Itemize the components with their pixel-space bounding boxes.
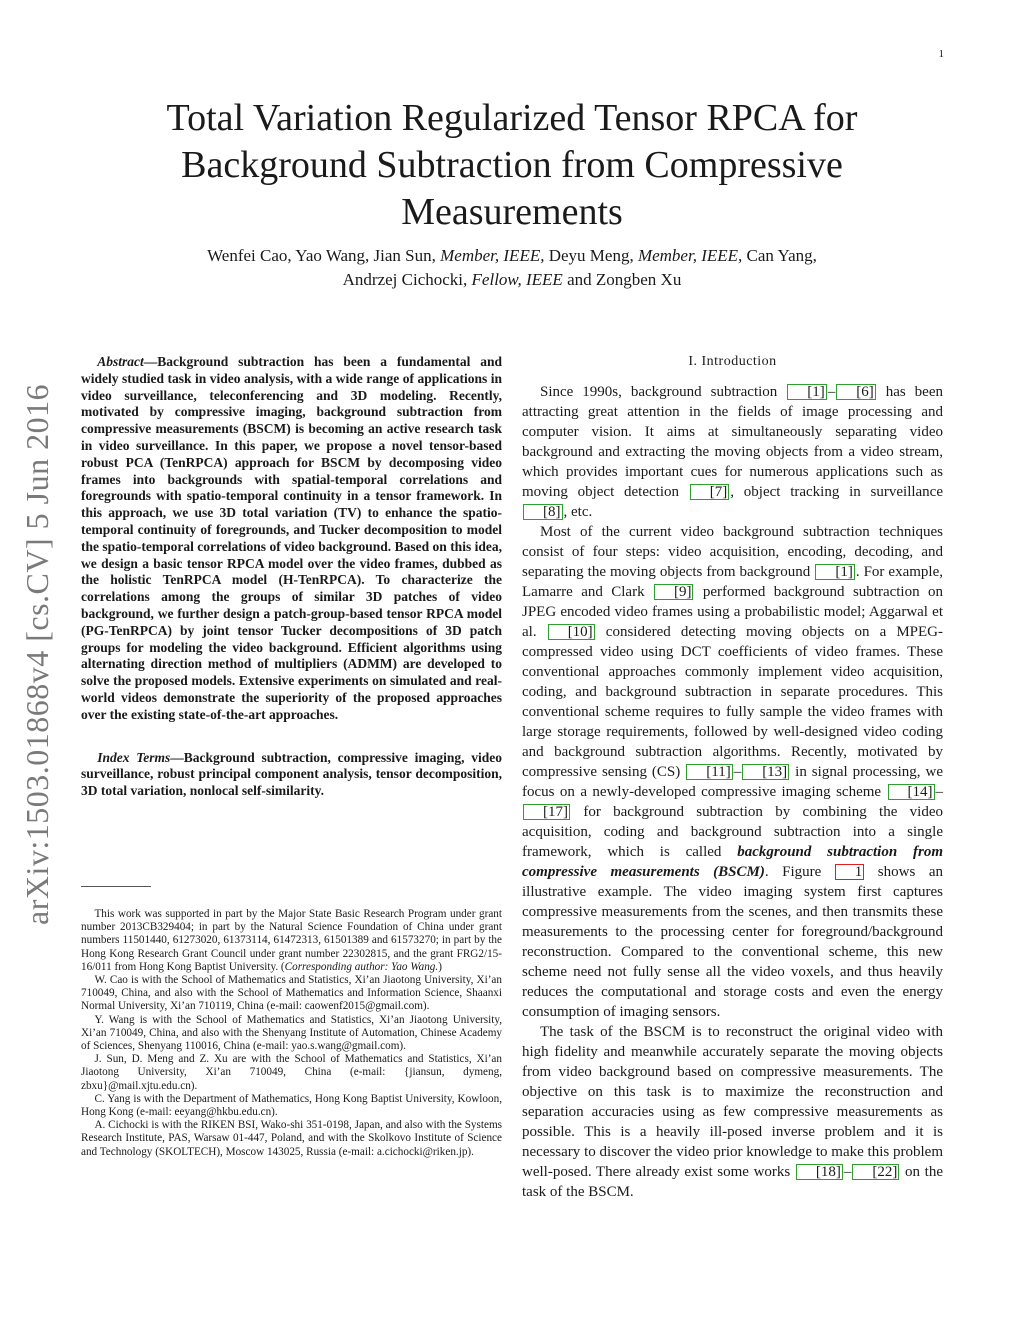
body-text: –	[733, 764, 742, 780]
footnote-text: )	[438, 960, 442, 973]
citation-link[interactable]: [14]	[888, 784, 935, 800]
body-text: for background subtraction by combining the video acquisition, coding and background subtraction into a single framework, which is called	[522, 804, 943, 860]
emphasized-term: background subtraction from compressive measurements (BSCM)	[522, 844, 943, 880]
author-affiliation: Member, IEEE,	[637, 246, 743, 265]
footnote-text: This work was supported in part by the Major State Basic Research Program under grant number 2013CB329404; in part by the Natural Science Foundation of China under grant numbers 11501440, 61273020, 61373114, 61472313, 61501389 and 61573270; in part by the Hong Kong Research Grant Council under grant number 22302815, and the grant FRG2/15-16/011 from Hong Kong Baptist University. (	[81, 908, 502, 973]
footnote-funding	[81, 908, 502, 974]
footnotes	[81, 908, 502, 1159]
intro-paragraph-3	[522, 1022, 943, 1202]
citation-link[interactable]: [9]	[654, 584, 694, 600]
footnote-divider	[81, 886, 151, 887]
author-list	[112, 244, 912, 292]
body-text: Since 1990s, background subtraction	[540, 384, 787, 400]
body-text: Most of the current video background subtraction techniques consist of four steps: video acquisition, encoding, decoding, and separating the moving objects from background	[522, 524, 943, 580]
citation-link[interactable]: [1]	[815, 564, 855, 580]
author-affiliation: Member, IEEE,	[440, 246, 545, 265]
body-text: in signal processing, we focus on a newly-developed compressive imaging scheme	[522, 764, 943, 800]
body-text: . Figure	[764, 864, 835, 880]
corresponding-author: Corresponding author: Yao Wang.	[284, 960, 439, 973]
body-text: on the task of the BSCM.	[522, 1164, 944, 1200]
footnote-affiliation: J. Sun, D. Meng and Z. Xu are with the School of Mathematics and Statistics, Xi’an Jiaotong University, Xi’an 710049, China (e-mail: {jiansun, dymeng, zbxu}@mail.xjtu.edu.cn).	[81, 1053, 502, 1092]
body-text: has been attracting great attention in the fields of image processing and computer vision. It aims at simultaneously separating video background and extracting the moving objects from a video stream, which provides important cues for numerous applications such as moving object detection	[522, 384, 943, 500]
body-text: –	[827, 384, 836, 400]
citation-link[interactable]: [10]	[548, 624, 595, 640]
citation-link[interactable]: [22]	[852, 1164, 899, 1180]
body-text: The task of the BSCM is to reconstruct the original video with high fidelity and meanwhile accurately separate the moving objects from video background based on compressive measurements. The objective on this task is to maximize the reconstruction and separation accuracies using as few compressive measurements as possible. This is a heavily ill-posed inverse problem and it is necessary to discover the video prior knowledge to make this problem well-posed. There already exist some works	[522, 1024, 943, 1180]
body-text: considered detecting moving objects on a MPEG-compressed video using DCT coefficients of video frames. These conventional approaches commonly implement video acquisition, coding, and background subtraction in separate procedures. This conventional scheme requires to fully sample the video frames with large storage requirements, followed by well-designed video coding and background subtraction algorithms. Recently, motivated by compressive sensing (CS)	[522, 624, 943, 780]
body-text: , object tracking in surveillance	[730, 484, 943, 500]
footnote-affiliation: C. Yang is with the Department of Mathematics, Hong Kong Baptist University, Kowloon, Hong Kong (e-mail: eeyang@hkbu.edu.cn).	[81, 1092, 502, 1119]
citation-link[interactable]: [7]	[690, 484, 730, 500]
intro-paragraph-2	[522, 522, 943, 1022]
body-text: performed background subtraction on JPEG encoded video frames using a probabilistic model; Aggarwal et al.	[522, 584, 943, 640]
body-text: –	[843, 1164, 852, 1180]
footnote-affiliation: A. Cichocki is with the RIKEN BSI, Wako-shi 351-0198, Japan, and also with the Systems Research Institute, PAS, Warsaw 01-447, Poland, and with the Skolkovo Institute of Science and Technology (SKOLTECH), Moscow 143025, Russia (e-mail: a.cichocki@riken.jp).	[81, 1119, 502, 1158]
citation-link[interactable]: [18]	[796, 1164, 843, 1180]
citation-link[interactable]: [1]	[787, 384, 827, 400]
authors-text: Andrzej Cichocki,	[342, 270, 468, 289]
abstract-text: —Background subtraction has been a fundamental and widely studied task in video analysis, with a wide range of applications in video surveillance, teleconferencing and 3D modeling. Recently, motivated by compressive imaging, background subtraction from compressive measurements (BSCM) is becoming an active research task in video surveillance. In this paper, we propose a novel tensor-based robust PCA (TenRPCA) approach for BSCM by decomposing video frames into backgrounds with spatial-temporal correlations and foregrounds with spatio-temporal continuity in a tensor framework. In this approach, we use 3D total variation (TV) to enhance the spatio-temporal continuity of foregrounds, and Tucker decomposition to model the spatio-temporal correlations of video background. Based on this idea, we design a basic tensor RPCA model over the video frames, dubbed as the holistic TenRPCA model (H-TenRPCA). To characterize the correlations among the groups of similar 3D patches of video background, we further design a patch-group-based tensor RPCA model (PG-TenRPCA) by joint tensor Tucker decompositions of 3D patch groups for modeling the video background. Efficient algorithms using alternating direction method of multipliers (ADMM) are developed to solve the proposed models. Extensive experiments on simulated and real-world videos demonstrate the superiority of the proposed approaches over the existing state-of-the-art approaches.	[81, 354, 502, 722]
citation-link[interactable]: [17]	[523, 804, 570, 820]
authors-text: Deyu Meng,	[548, 246, 634, 265]
citation-link[interactable]: [11]	[686, 764, 732, 780]
footnote-affiliation: W. Cao is with the School of Mathematics and Statistics, Xi’an Jiaotong University, Xi’an 710049, China, and also with the School of Mathematics and Information Science, Shaanxi Normal University, Xi’an 710119, China (e-mail: caowenf2015@gmail.com).	[81, 974, 502, 1013]
body-text: shows an illustrative example. The video imaging system first captures compressive measurements from the scenes, and then transmits these measurements to the processing center for foreground/background reconstruction. Compared to the conventional scheme, this new scheme need not fully sense all the video voxels, and thus heavily reduces the computational and storage costs and even the energy consumption of imaging sensors.	[522, 864, 943, 1020]
body-text: , etc.	[563, 504, 593, 520]
authors-text: and Zongben Xu	[567, 270, 682, 289]
body-text: –	[935, 784, 943, 800]
abstract	[81, 354, 502, 724]
arxiv-identifier: arXiv:1503.01868v4 [cs.CV] 5 Jun 2016	[19, 383, 55, 925]
authors-text: Wenfei Cao, Yao Wang, Jian Sun,	[207, 246, 436, 265]
left-column	[81, 354, 502, 800]
citation-link[interactable]: [13]	[742, 764, 789, 780]
figure-link[interactable]: 1	[835, 864, 865, 880]
section-heading: I. Introduction	[688, 354, 777, 369]
index-terms-label: Index Terms	[97, 749, 171, 765]
citation-link[interactable]: [8]	[523, 504, 563, 520]
authors-text: Can Yang,	[746, 246, 817, 265]
footnote-affiliation: Y. Wang is with the School of Mathematics and Statistics, Xi’an Jiaotong University, Xi’an 710049, China, and also with the Shenyang Institute of Automation, Chinese Academy of Sciences, Shenyang 110016, China (e-mail: yao.s.wang@gmail.com).	[81, 1013, 502, 1053]
author-affiliation: Fellow, IEEE	[471, 270, 563, 289]
page-number: 1	[938, 48, 944, 60]
index-terms-text: —Background subtraction, compressive imaging, video surveillance, robust principal component analysis, tensor decomposition, 3D total variation, nonlocal self-similarity.	[81, 749, 502, 799]
right-column	[522, 354, 943, 1202]
body-text: . For example, Lamarre and Clark	[522, 564, 943, 600]
intro-paragraph-1	[522, 382, 943, 522]
index-terms	[81, 750, 502, 800]
abstract-label: Abstract	[97, 354, 144, 369]
paper-title: Total Variation Regularized Tensor RPCA for Background Subtraction from Compressive Measurements	[166, 97, 858, 233]
citation-link[interactable]: [6]	[836, 384, 876, 400]
